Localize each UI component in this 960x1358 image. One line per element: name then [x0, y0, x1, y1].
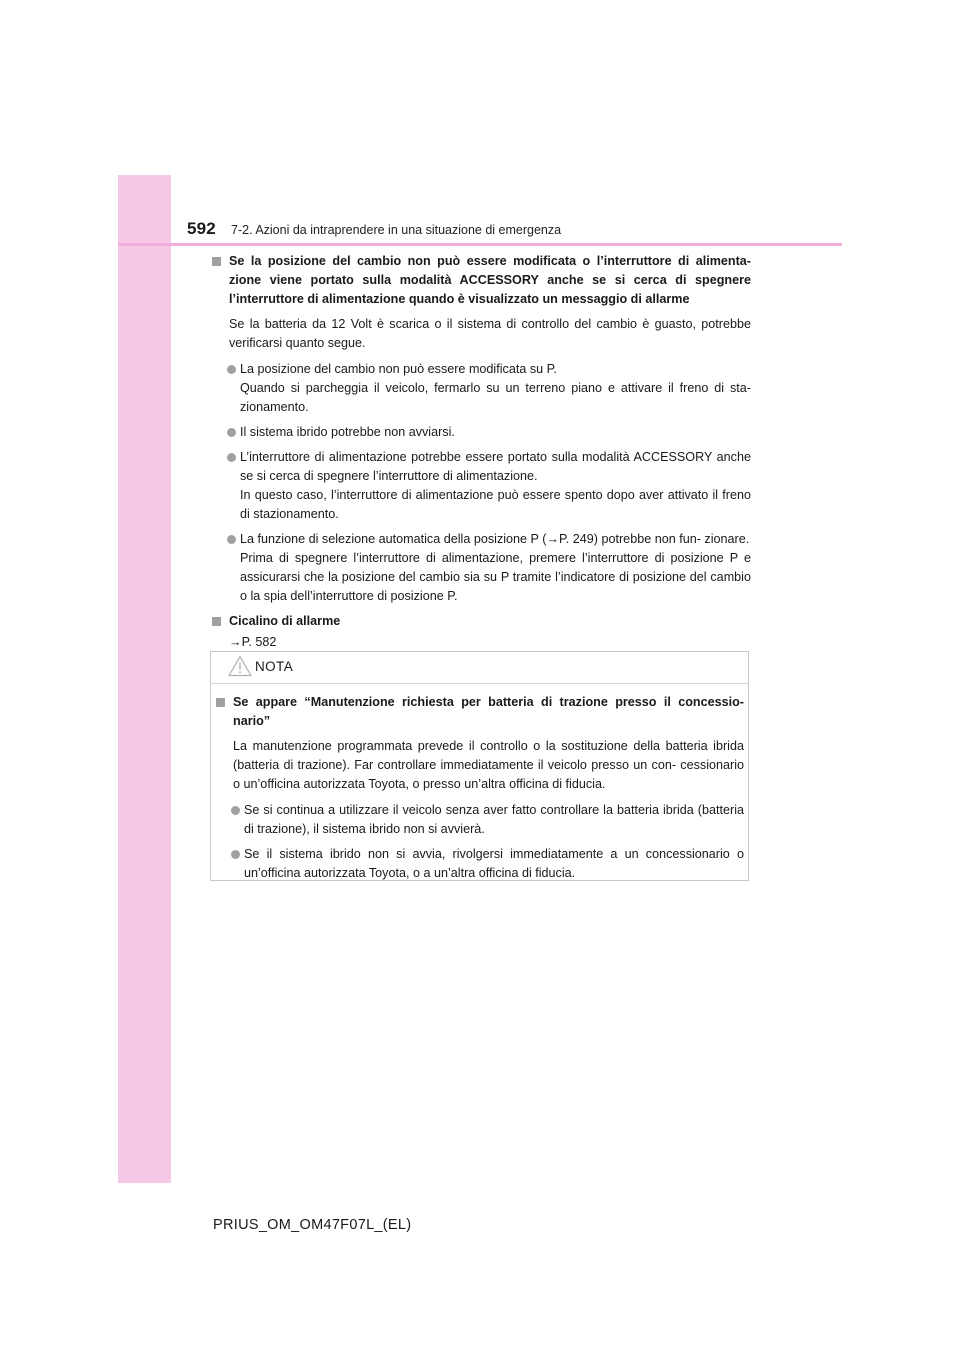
section-heading-text: Se la posizione del cambio non può essere modificata o l’interruttore di alimenta- zione viene portato sulla modalità ACCESSORY anche se si cerca di spegnere l’interruttore di alimentazione quando è visualizzato un messaggio di allarme [229, 254, 751, 306]
section-heading-alarm-buzzer [211, 612, 751, 631]
round-bullet-icon [231, 806, 240, 815]
list-item [211, 423, 751, 442]
nota-notice-box [210, 651, 749, 881]
list-item-detail: Prima di spegnere l’interruttore di alimentazione, premere l’interruttore di posizione P e assicurarsi che la posizione del cambio sia su P tramite l’indicatore di posizione del cambio o la spia dell’interruttore di posizione P. [240, 551, 751, 603]
square-bullet-icon [216, 698, 225, 707]
chapter-side-band [118, 175, 171, 1183]
list-item-text: La funzione di selezione automatica della posizione P (→P. 249) potrebbe non fun- zionare. [240, 532, 750, 546]
square-bullet-icon [212, 257, 221, 266]
nota-intro: La manutenzione programmata prevede il controllo o la sostituzione della batteria ibrida (batteria di trazione). Far controllare immediatamente il veicolo presso un con- cessionario o un’officina autorizzata Toyota, o presso un’altra officina di fiducia. [233, 739, 744, 791]
section-heading-text: Cicalino di allarme [229, 614, 341, 628]
round-bullet-icon [227, 428, 236, 437]
list-item [211, 360, 751, 417]
list-item-text: Il sistema ibrido potrebbe non avviarsi. [240, 425, 455, 439]
list-item [215, 845, 744, 883]
list-item [211, 530, 751, 606]
list-item-text: Se si continua a utilizzare il veicolo senza aver fatto controllare la batteria ibrida (batteria di trazione), il sistema ibrido non si avvierà. [244, 803, 744, 836]
main-content [211, 252, 751, 652]
page-number: 592 [187, 219, 216, 238]
list-item-detail: Quando si parcheggia il veicolo, fermarlo su un terreno piano e attivare il freno di sta- zionamento. [240, 381, 751, 414]
nota-content [215, 693, 744, 889]
square-bullet-icon [212, 617, 221, 626]
nota-section-heading-text: Se appare “Manutenzione richiesta per batteria di trazione presso il concessio- nario” [233, 695, 744, 728]
round-bullet-icon [231, 850, 240, 859]
list-item-text: La posizione del cambio non può essere modificata su P. [240, 362, 557, 376]
list-item [211, 448, 751, 524]
round-bullet-icon [227, 365, 236, 374]
round-bullet-icon [227, 453, 236, 462]
list-item-detail: In questo caso, l’interruttore di alimentazione può essere spento dopo aver attivato il freno di stazionamento. [240, 488, 751, 521]
nota-header [211, 652, 748, 684]
chapter-title: 7-2. Azioni da intraprendere in una situazione di emergenza [231, 223, 562, 237]
page-reference-link[interactable]: →P. 582 [229, 635, 277, 649]
section-heading-shift-position [211, 252, 751, 309]
header-rule [118, 243, 842, 246]
list-item [215, 801, 744, 839]
nota-section-heading [215, 693, 744, 731]
warning-triangle-icon [228, 655, 252, 677]
list-item-text: L’interruttore di alimentazione potrebbe essere portato sulla modalità ACCESSORY anche se si cerca di spegnere l’interruttore di alimentazione. [240, 450, 751, 483]
document-code: PRIUS_OM_OM47F07L_(EL) [213, 1217, 412, 1233]
section-intro: Se la batteria da 12 Volt è scarica o il sistema di controllo del cambio è guasto, potrebbe verificarsi quanto segue. [229, 317, 751, 350]
list-item-text: Se il sistema ibrido non si avvia, rivolgersi immediatamente a un concessionario o un’officina autorizzata Toyota, o a un’altra officina di fiducia. [244, 847, 744, 880]
nota-title: NOTA [255, 659, 294, 674]
round-bullet-icon [227, 535, 236, 544]
